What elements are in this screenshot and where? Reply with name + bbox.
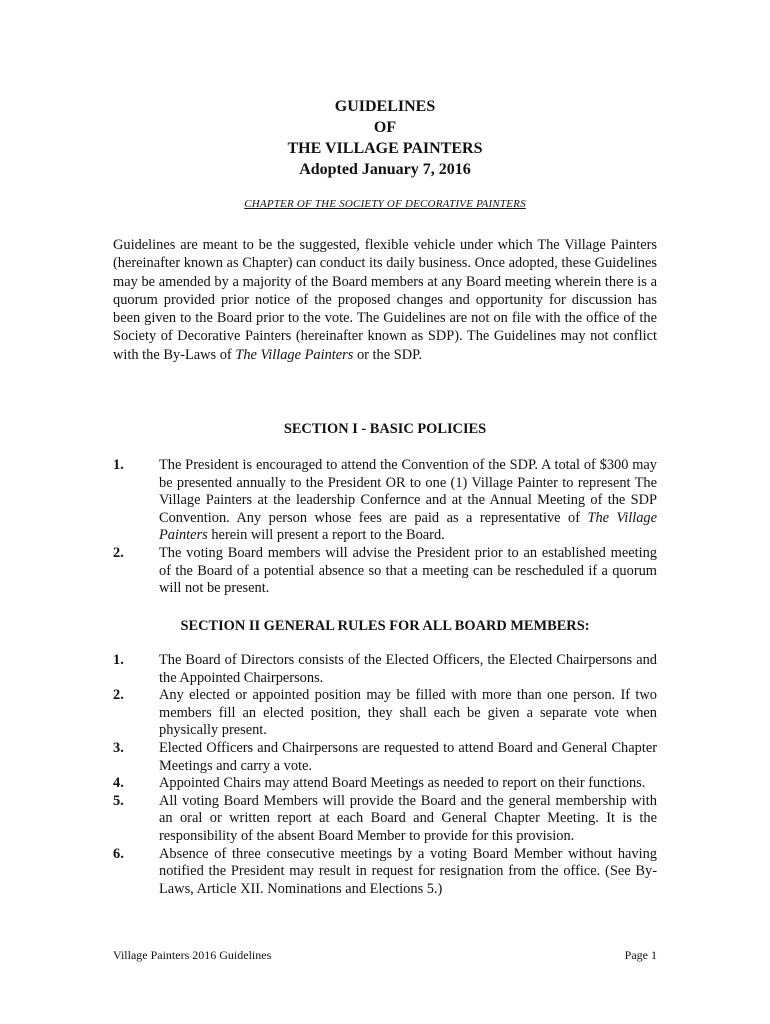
item-text <box>159 457 657 545</box>
item-text: Any elected or appointed position may be filled with more than one person. If two members fill an elected position, they shall each be given a separate vote when physically present. <box>159 687 657 739</box>
item-text: The Board of Directors consists of the Elected Officers, the Elected Chairpersons and the Appointed Chairpersons. <box>159 652 657 686</box>
page-footer <box>113 948 657 963</box>
item-text: All voting Board Members will provide the Board and the general membership with an oral or written report at each Board and General Chapter Meeting. It is the responsibility of the absent Board Member to provide for this provision. <box>159 792 657 844</box>
intro-text-1: Guidelines are meant to be the suggested, flexible vehicle under which The Village Painters (hereinafter known as Chapter) can conduct its daily business. Once adopted, these Guidelines may be amended by a majority of the Board members at any Board meeting wherein there is a quorum provided prior notice of the proposed changes and opportunity for discussion has been given to the Board prior to the vote. The Guidelines are not on file with the office of the Society of Decorative Painters (hereinafter known as SDP). The Guidelines may not conflict with the By-Laws of <box>113 237 657 363</box>
section-2-heading: SECTION II GENERAL RULES FOR ALL BOARD MEMBERS: <box>180 618 590 634</box>
chapter-subtitle <box>0 198 770 210</box>
intro-italic: The Village Painters <box>235 346 354 363</box>
item-number: 4. <box>113 775 124 792</box>
item-number: 3. <box>113 739 124 756</box>
document-title <box>0 96 770 180</box>
item-number: 2. <box>113 687 124 704</box>
footer-document-name: Village Painters 2016 Guidelines <box>113 948 272 962</box>
item-number: 2. <box>113 544 124 561</box>
list-item <box>113 740 657 775</box>
footer-page-number: Page 1 <box>624 948 657 962</box>
list-item <box>113 457 657 545</box>
list-item <box>113 775 657 793</box>
intro-text-2: or the SDP. <box>353 346 423 363</box>
title-line-organization: THE VILLAGE PAINTERS <box>287 140 483 157</box>
item-text: The voting Board members will advise the President prior to an established meeting of the Board of a potential absence so that a meeting can be rescheduled if a quorum will not be present. <box>159 544 657 597</box>
list-item <box>113 545 657 598</box>
item-italic: The Village Painters <box>159 509 657 544</box>
title-line-guidelines: GUIDELINES <box>334 98 436 115</box>
subtitle-text: CHAPTER OF THE SOCIETY OF DECORATIVE PAINTERS <box>244 198 526 210</box>
list-item <box>113 652 657 687</box>
item-text: Appointed Chairs may attend Board Meetings as needed to report on their functions. <box>159 775 646 792</box>
item-number: 6. <box>113 845 124 862</box>
list-item <box>113 793 657 846</box>
section-1-list <box>113 457 657 598</box>
title-line-of: OF <box>373 119 397 136</box>
section-2-list <box>113 652 657 898</box>
item-text: Elected Officers and Chairpersons are requested to attend Board and General Chapter Meetings and carry a vote. <box>159 739 657 774</box>
item-text-part: The President is encouraged to attend the Convention of the SDP. A total of $300 may be presented annually to the President OR to one (1) Village Painter to represent The Village Painters at the leadership Confernce and at the Annual Meeting of the SDP Convention. Any person whose fees are paid as a representative of <box>159 457 657 526</box>
list-item <box>113 846 657 899</box>
item-text-part: herein will present a report to the Board. <box>207 527 445 544</box>
intro-paragraph <box>113 236 657 364</box>
item-number: 1. <box>113 457 124 473</box>
item-text: Absence of three consecutive meetings by a voting Board Member without having notified the President may result in request for resignation from the office. (See By-Laws, Article XII. Nominations and Elections 5.) <box>159 845 657 897</box>
title-line-adopted-date: Adopted January 7, 2016 <box>299 161 471 178</box>
section-1-heading: SECTION I - BASIC POLICIES <box>283 421 487 437</box>
item-number: 1. <box>113 652 124 668</box>
item-number: 5. <box>113 792 124 809</box>
list-item <box>113 687 657 740</box>
